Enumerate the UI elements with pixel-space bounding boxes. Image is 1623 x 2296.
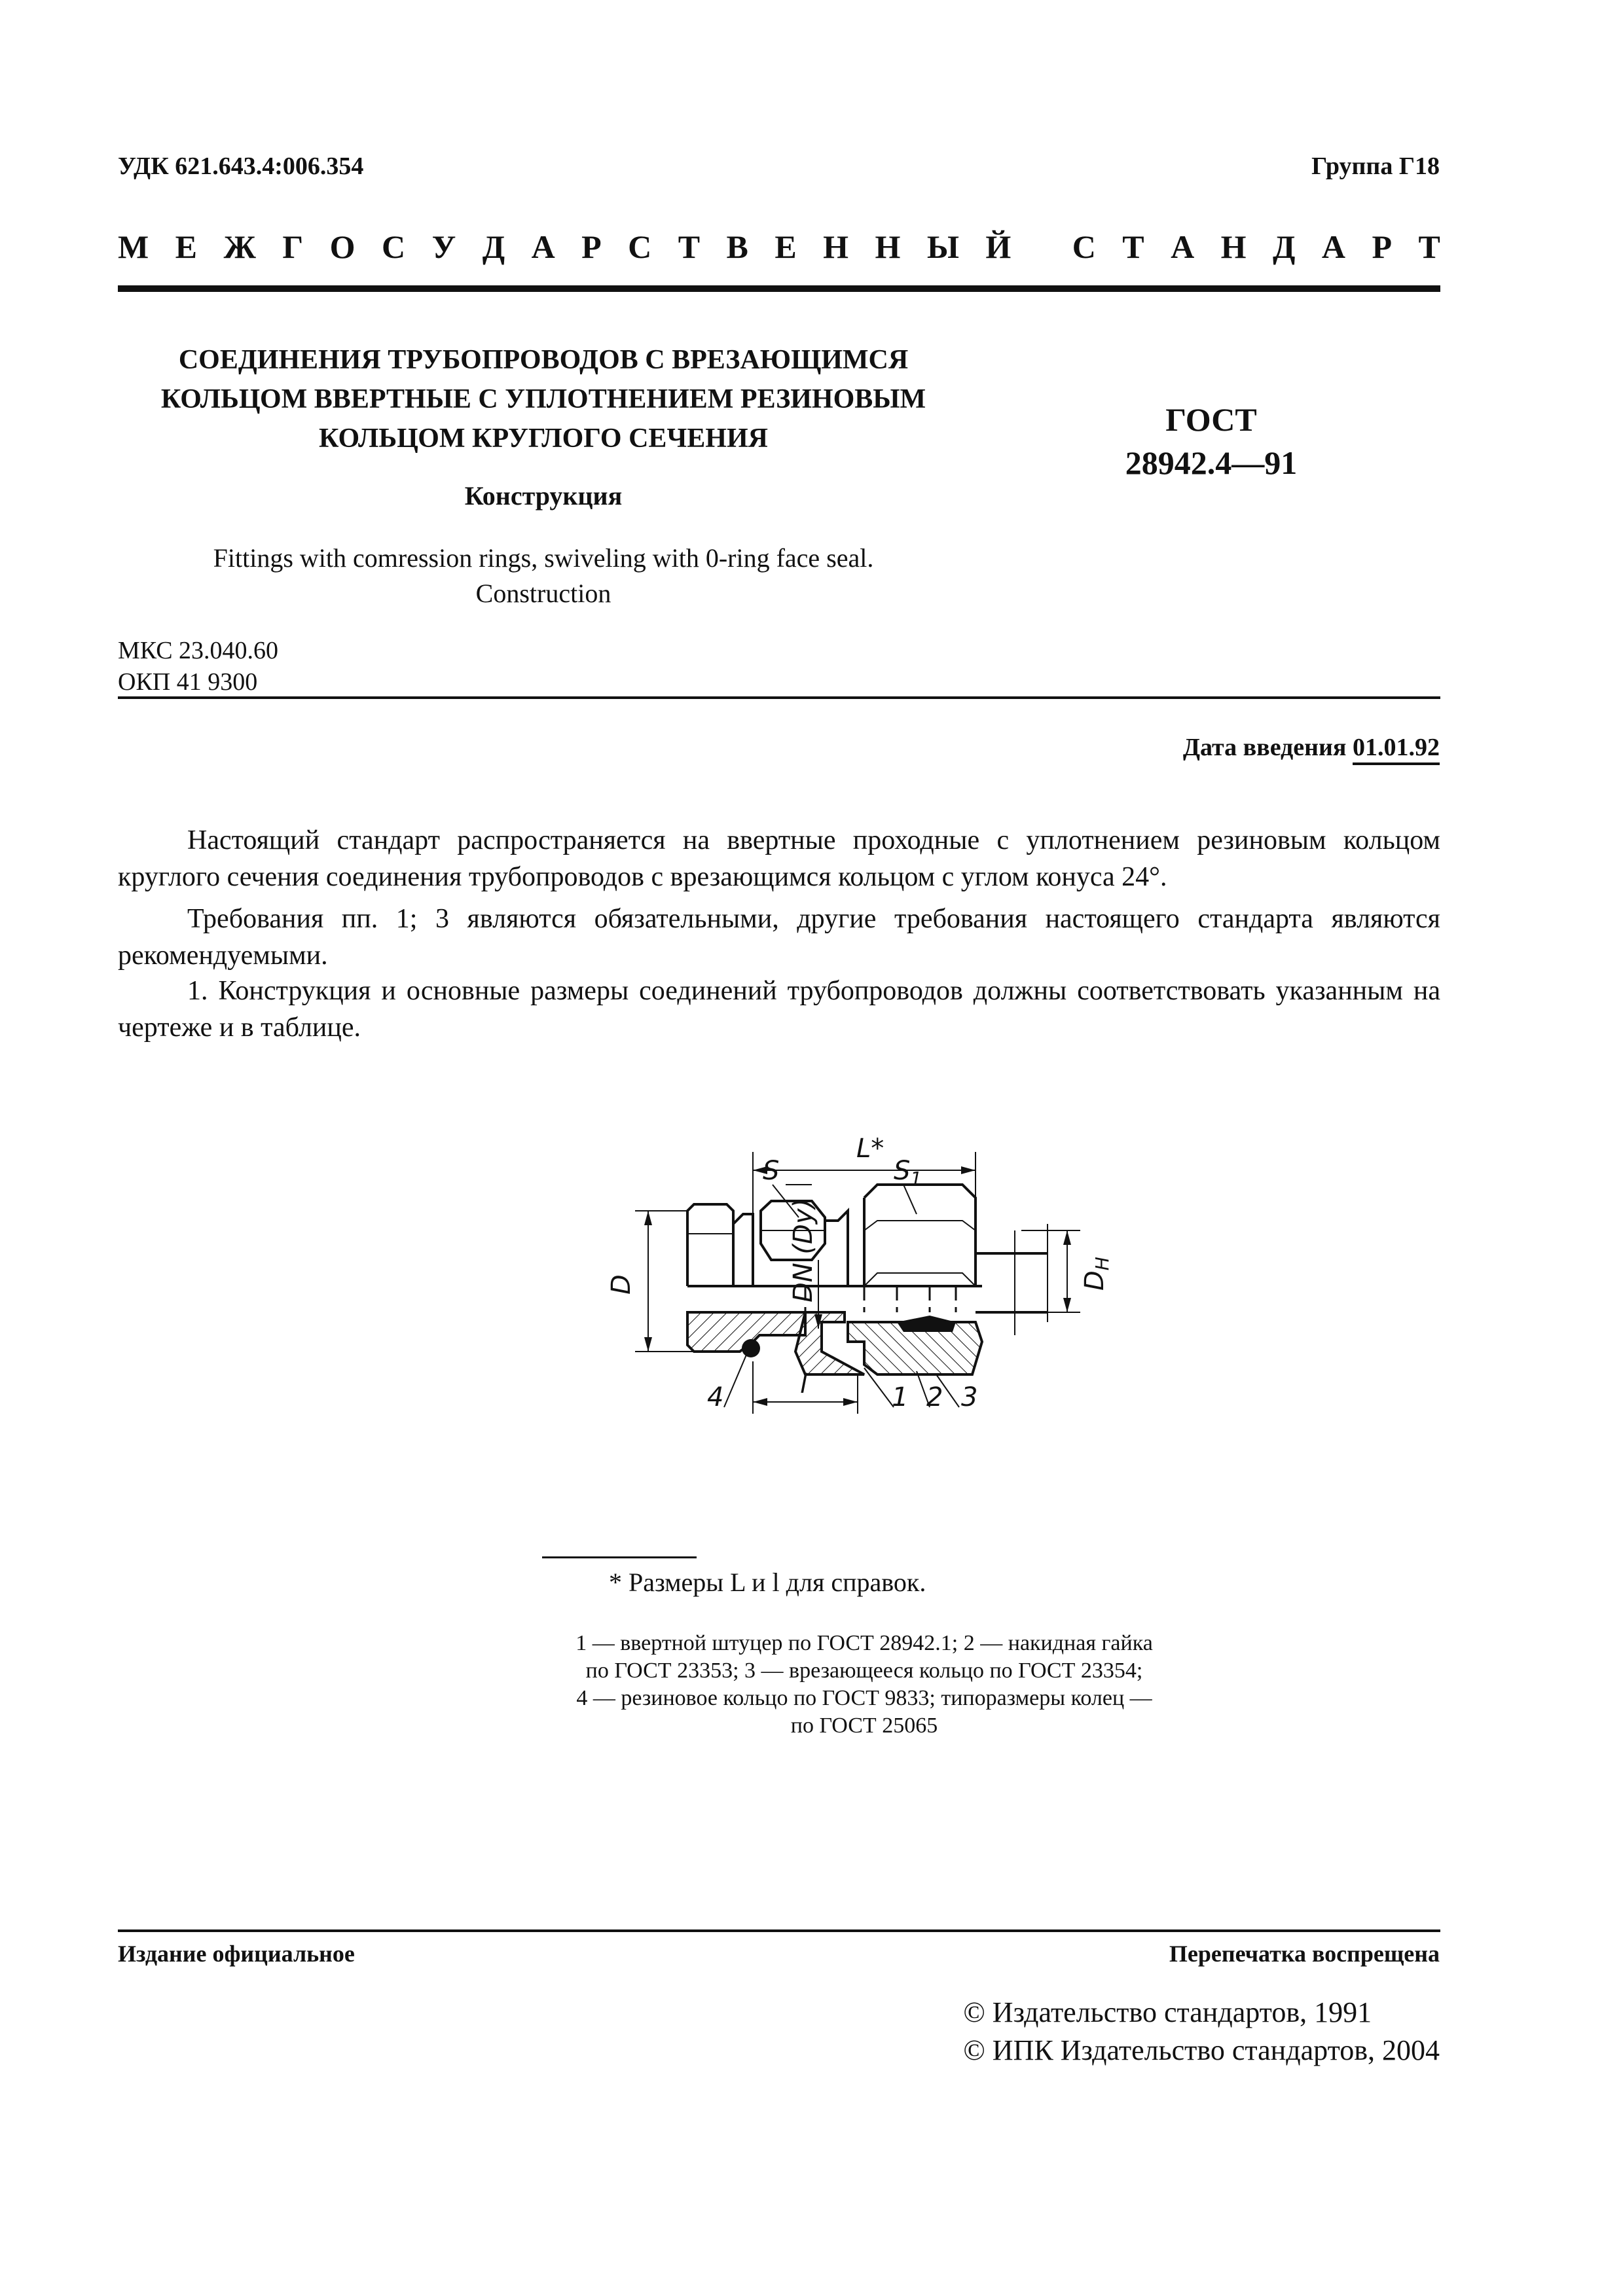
callout-3: 3 [961, 1382, 978, 1412]
title-line-3: КОЛЬЦОМ КРУГЛОГО СЕЧЕНИЯ [319, 423, 768, 454]
interstate-letter: С [1072, 228, 1096, 265]
dimension-lines [635, 1152, 1080, 1414]
paragraph-scope: Настоящий стандарт распространяется на ввертные проходные с уплотнением резиновым кольцом круглого сечения соединения трубопроводов с врезающимся кольцом с углом конуса 24°. [118, 825, 1440, 892]
interstate-letter: Д [1273, 228, 1296, 265]
title-line-2: КОЛЬЦОМ ВВЕРТНЫЕ С УПЛОТНЕНИЕМ РЕЗИНОВЫМ [160, 384, 926, 414]
callout-4: 4 [707, 1382, 724, 1412]
copyright-block [963, 1994, 1440, 2070]
interstate-letter: Ж [223, 228, 256, 265]
legend-line-3: 4 — резиновое кольцо по ГОСТ 9833; типоразмеры колец — [576, 1686, 1152, 1710]
interstate-letter: Е [175, 228, 198, 265]
interstate-letter: С [382, 228, 406, 265]
copyright-1991: © Издательство стандартов, 1991 [963, 1996, 1372, 2028]
interstate-letter [1038, 228, 1046, 266]
introduction-date [1183, 733, 1440, 762]
paragraph-requirements: Требования пп. 1; 3 являются обязательными, другие требования настоящего стандарта являются рекомендуемыми. [118, 904, 1440, 971]
label-nominal-bore: DN (Dy) [788, 1198, 818, 1302]
centerline-dashes [805, 1286, 956, 1312]
introduction-date-value: 01.01.92 [1353, 734, 1440, 765]
interstate-letter: Ы [926, 228, 959, 265]
fitting-section-hatching [687, 1312, 982, 1374]
fitting-drawing [589, 1126, 1178, 1532]
footnote-rule [542, 1556, 697, 1558]
header-thick-rule [118, 285, 1440, 292]
label-thread-d: D [606, 1274, 636, 1295]
interstate-letter: Е [775, 228, 797, 265]
group-code: Группа Г18 [1311, 152, 1440, 180]
label-tube-dh: $D_H$ [1080, 1257, 1113, 1291]
legend-line-4: по ГОСТ 25065 [790, 1713, 938, 1738]
label-length-l: l [800, 1369, 808, 1399]
footer-rule [118, 1929, 1440, 1932]
label-hex-s1: $S_1$ [894, 1156, 922, 1189]
classification-rule [118, 696, 1440, 699]
introduction-date-label: Дата введения [1182, 734, 1347, 761]
label-length: L* [856, 1134, 884, 1164]
interstate-letter: Р [581, 228, 602, 265]
english-title-line-1: Fittings with comression rings, swiveling with 0-ring face seal. [213, 543, 874, 573]
legend-line-2: по ГОСТ 23353; 3 — врезающееся кольцо по ГОСТ 23354; [585, 1659, 1143, 1683]
interstate-letter: М [118, 228, 149, 265]
interstate-letter: Т [1122, 228, 1144, 265]
legend-line-1: 1 — ввертной штуцер по ГОСТ 28942.1; 2 — накидная гайка [575, 1631, 1153, 1655]
interstate-letter: У [431, 228, 456, 265]
interstate-letter: Н [1220, 228, 1247, 265]
document-title [118, 340, 969, 458]
interstate-letter: А [531, 228, 555, 265]
copyright-2004: © ИПК Издательство стандартов, 2004 [963, 2034, 1440, 2066]
gost-number: 28942.4—91 [1125, 444, 1298, 481]
okp-code: ОКП 41 9300 [118, 668, 258, 696]
callout-2: 2 [926, 1382, 943, 1412]
fitting-body-outline [687, 1185, 1048, 1312]
callout-1: 1 [892, 1382, 909, 1412]
document-subtitle: Конструкция [464, 481, 623, 511]
footnote-reference-dimensions: * Размеры L и l для справок. [609, 1568, 926, 1597]
drawing-legend [524, 1630, 1205, 1740]
official-edition: Издание официальное [118, 1941, 355, 1967]
interstate-letter: Н [823, 228, 849, 265]
interstate-letter: Н [875, 228, 901, 265]
gost-label: ГОСТ [1165, 401, 1257, 438]
o-ring-section [742, 1339, 760, 1357]
gost-designation [1067, 398, 1355, 484]
paragraph-construction: 1. Конструкция и основные размеры соединений трубопроводов должны соответствовать указанным на чертеже и в таблице. [118, 976, 1440, 1043]
mks-code: МКС 23.040.60 [118, 637, 279, 664]
interstate-letter: Т [678, 228, 701, 265]
interstate-letter: А [1171, 228, 1195, 265]
interstate-letter: Т [1418, 228, 1440, 265]
interstate-standard-banner [118, 228, 1440, 266]
title-line-1: СОЕДИНЕНИЯ ТРУБОПРОВОДОВ С ВРЕЗАЮЩИМСЯ [178, 345, 909, 375]
interstate-letter: А [1321, 228, 1345, 265]
udk-code: УДК 621.643.4:006.354 [118, 152, 364, 180]
interstate-letter: В [726, 228, 748, 265]
interstate-letter: Р [1372, 228, 1392, 265]
english-title [118, 541, 969, 611]
interstate-letter: Г [282, 228, 304, 265]
interstate-letter: Й [985, 228, 1012, 265]
classification-codes [118, 635, 278, 698]
interstate-letter: С [628, 228, 652, 265]
label-hex-s: S [763, 1156, 780, 1186]
interstate-letter: О [329, 228, 356, 265]
reprint-prohibited: Перепечатка воспрещена [1169, 1941, 1440, 1967]
interstate-letter: Д [482, 228, 505, 265]
english-title-line-2: Construction [475, 579, 611, 608]
